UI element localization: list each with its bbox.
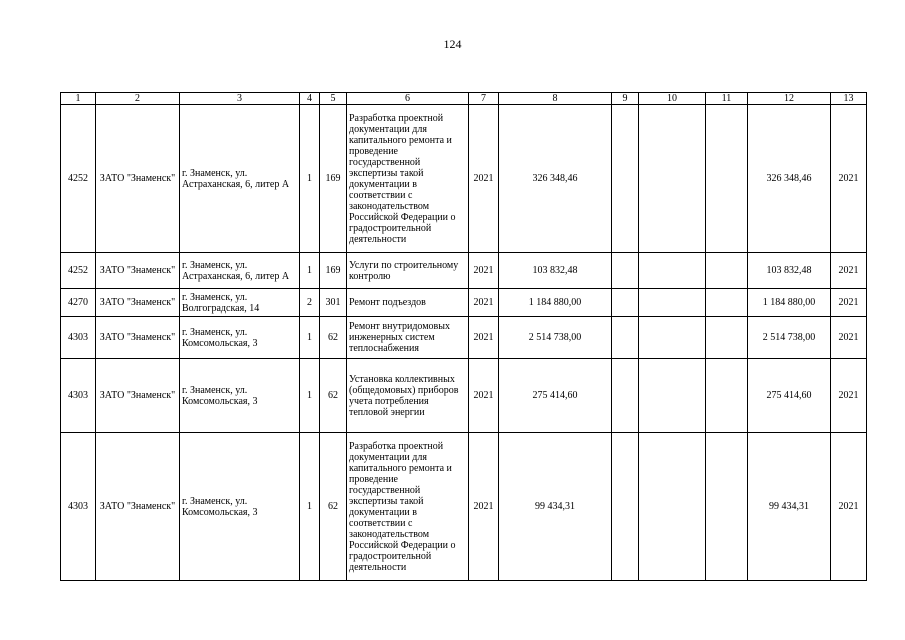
completion-year-cell: 2021 <box>831 289 867 317</box>
funding-amount-cell: 2 514 738,00 <box>748 317 831 359</box>
col11-cell <box>706 105 748 253</box>
col4-cell: 1 <box>300 105 320 253</box>
col4-cell: 1 <box>300 317 320 359</box>
header-cell-6: 6 <box>347 93 469 105</box>
header-cell-7: 7 <box>469 93 499 105</box>
col4-cell: 1 <box>300 253 320 289</box>
completion-year-cell: 2021 <box>831 317 867 359</box>
municipality-cell: ЗАТО "Знаменск" <box>96 317 180 359</box>
address-cell: г. Знаменск, ул. Астраханская, 6, литер А <box>180 105 300 253</box>
address-cell: г. Знаменск, ул. Комсомольская, 3 <box>180 433 300 581</box>
col4-cell: 1 <box>300 433 320 581</box>
municipality-cell: ЗАТО "Знаменск" <box>96 433 180 581</box>
plan-number-cell: 4303 <box>61 359 96 433</box>
year-cell: 2021 <box>469 253 499 289</box>
col11-cell <box>706 289 748 317</box>
header-cell-4: 4 <box>300 93 320 105</box>
table-row <box>61 433 867 581</box>
year-cell: 2021 <box>469 359 499 433</box>
header-cell-3: 3 <box>180 93 300 105</box>
header-cell-2: 2 <box>96 93 180 105</box>
table-row <box>61 105 867 253</box>
municipality-cell: ЗАТО "Знаменск" <box>96 105 180 253</box>
table-row <box>61 289 867 317</box>
col4-cell: 2 <box>300 289 320 317</box>
completion-year-cell: 2021 <box>831 105 867 253</box>
completion-year-cell: 2021 <box>831 359 867 433</box>
col10-cell <box>639 289 706 317</box>
completion-year-cell: 2021 <box>831 253 867 289</box>
total-amount-cell: 326 348,46 <box>499 105 612 253</box>
col9-cell <box>612 253 639 289</box>
work-type-cell: Ремонт внутридомовых инженерных систем теплоснабжения <box>347 317 469 359</box>
header-cell-13: 13 <box>831 93 867 105</box>
total-amount-cell: 275 414,60 <box>499 359 612 433</box>
header-cell-8: 8 <box>499 93 612 105</box>
plan-number-cell: 4252 <box>61 253 96 289</box>
col9-cell <box>612 289 639 317</box>
municipality-cell: ЗАТО "Знаменск" <box>96 289 180 317</box>
year-cell: 2021 <box>469 317 499 359</box>
col5-cell: 301 <box>320 289 347 317</box>
municipality-cell: ЗАТО "Знаменск" <box>96 359 180 433</box>
completion-year-cell: 2021 <box>831 433 867 581</box>
work-type-cell: Разработка проектной документации для капитального ремонта и проведение государственной экспертизы такой документации в соответствии с законодательством Российской Федерации о градостроительной деятельности <box>347 433 469 581</box>
col10-cell <box>639 253 706 289</box>
col11-cell <box>706 253 748 289</box>
col9-cell <box>612 433 639 581</box>
col10-cell <box>639 433 706 581</box>
col11-cell <box>706 359 748 433</box>
funding-amount-cell: 275 414,60 <box>748 359 831 433</box>
col10-cell <box>639 359 706 433</box>
col11-cell <box>706 433 748 581</box>
col10-cell <box>639 105 706 253</box>
header-cell-12: 12 <box>748 93 831 105</box>
col4-cell: 1 <box>300 359 320 433</box>
plan-number-cell: 4252 <box>61 105 96 253</box>
address-cell: г. Знаменск, ул. Волгоградская, 14 <box>180 289 300 317</box>
address-cell: г. Знаменск, ул. Комсомольская, 3 <box>180 317 300 359</box>
header-cell-1: 1 <box>61 93 96 105</box>
plan-number-cell: 4303 <box>61 433 96 581</box>
total-amount-cell: 2 514 738,00 <box>499 317 612 359</box>
col5-cell: 62 <box>320 433 347 581</box>
page-number: 124 <box>443 37 462 51</box>
table-row <box>61 317 867 359</box>
col5-cell: 169 <box>320 253 347 289</box>
total-amount-cell: 103 832,48 <box>499 253 612 289</box>
col5-cell: 62 <box>320 317 347 359</box>
column-number-header-row <box>61 93 867 105</box>
funding-amount-cell: 1 184 880,00 <box>748 289 831 317</box>
header-cell-10: 10 <box>639 93 706 105</box>
header-cell-11: 11 <box>706 93 748 105</box>
table-row <box>61 253 867 289</box>
col9-cell <box>612 317 639 359</box>
col10-cell <box>639 317 706 359</box>
year-cell: 2021 <box>469 105 499 253</box>
col5-cell: 62 <box>320 359 347 433</box>
address-cell: г. Знаменск, ул. Астраханская, 6, литер А <box>180 253 300 289</box>
col11-cell <box>706 317 748 359</box>
col9-cell <box>612 359 639 433</box>
total-amount-cell: 1 184 880,00 <box>499 289 612 317</box>
header-cell-5: 5 <box>320 93 347 105</box>
col9-cell <box>612 105 639 253</box>
plan-number-cell: 4270 <box>61 289 96 317</box>
address-cell: г. Знаменск, ул. Комсомольская, 3 <box>180 359 300 433</box>
year-cell: 2021 <box>469 433 499 581</box>
data-table <box>60 92 867 581</box>
table-row <box>61 359 867 433</box>
funding-amount-cell: 326 348,46 <box>748 105 831 253</box>
municipality-cell: ЗАТО "Знаменск" <box>96 253 180 289</box>
work-type-cell: Разработка проектной документации для капитального ремонта и проведение государственной экспертизы такой документации в соответствии с законодательством Российской Федерации о градостроительной деятельности <box>347 105 469 253</box>
funding-amount-cell: 103 832,48 <box>748 253 831 289</box>
total-amount-cell: 99 434,31 <box>499 433 612 581</box>
year-cell: 2021 <box>469 289 499 317</box>
work-type-cell: Установка коллективных (общедомовых) приборов учета потребления тепловой энергии <box>347 359 469 433</box>
col5-cell: 169 <box>320 105 347 253</box>
header-cell-9: 9 <box>612 93 639 105</box>
funding-amount-cell: 99 434,31 <box>748 433 831 581</box>
work-type-cell: Ремонт подъездов <box>347 289 469 317</box>
plan-number-cell: 4303 <box>61 317 96 359</box>
work-type-cell: Услуги по строительному контролю <box>347 253 469 289</box>
